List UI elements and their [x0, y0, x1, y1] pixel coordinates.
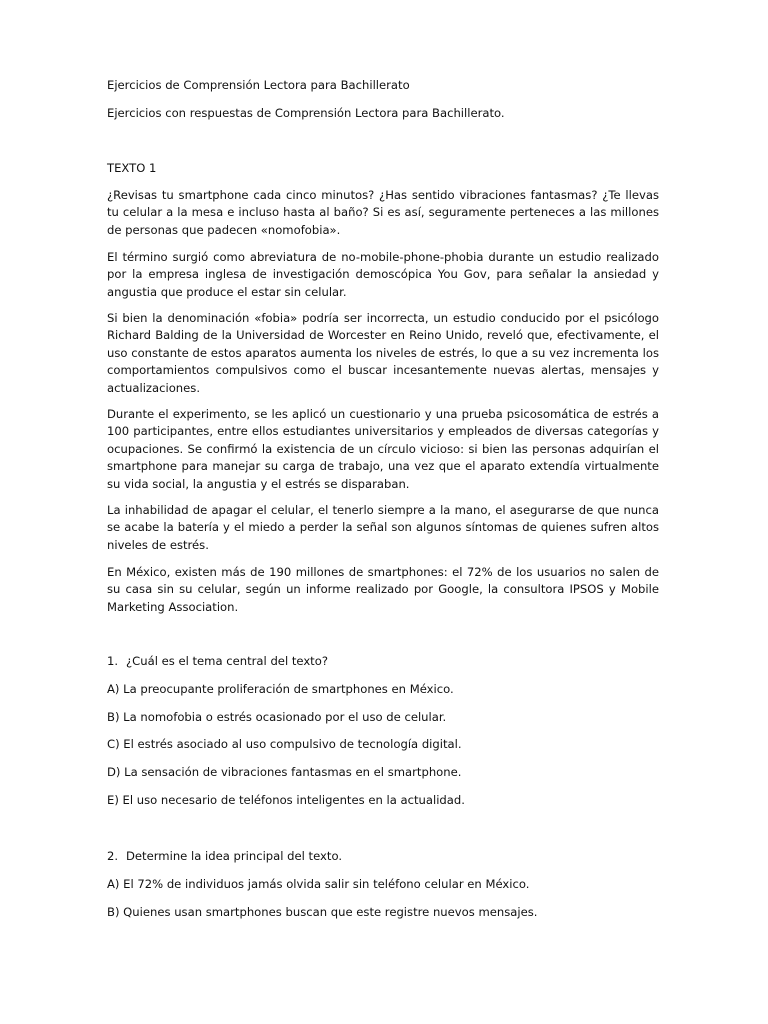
question-1-option-a: A) La preocupante proliferación de smartphones en México.	[107, 682, 454, 696]
question-2-number: 2.	[107, 849, 119, 863]
paragraph-3: Si bien la denominación «fobia» podría ser incorrecta, un estudio conducido por el psicólogo Richard Balding de la Universidad de Worcester en Reino Unido, reveló que, efectivamente, el uso constante de estos aparatos aumenta los niveles de estrés, lo que a su vez incrementa los comportamientos compulsivos como el buscar incesantemente nuevas alertas, mensajes y actualizaciones.	[107, 311, 659, 395]
paragraph-5: La inhabilidad de apagar el celular, el tenerlo siempre a la mano, el asegurarse de que nunca se acabe la batería y el miedo a perder la señal son algunos síntomas de quienes sufren altos niveles de estrés.	[107, 503, 659, 552]
question-2-prompt: Determine la idea principal del texto.	[126, 849, 343, 863]
question-2-option-b: B) Quienes usan smartphones buscan que este registre nuevos mensajes.	[107, 905, 538, 919]
question-1-prompt: ¿Cuál es el tema central del texto?	[126, 654, 328, 668]
question-1-option-d: D) La sensación de vibraciones fantasmas en el smartphone.	[107, 765, 462, 779]
document-title: Ejercicios de Comprensión Lectora para Bachillerato	[107, 78, 410, 92]
question-2-title	[107, 848, 342, 865]
question-2-option-a: A) El 72% de individuos jamás olvida salir sin teléfono celular en México.	[107, 877, 530, 891]
document-subtitle: Ejercicios con respuestas de Comprensión Lectora para Bachillerato.	[107, 106, 505, 120]
section-heading: TEXTO 1	[107, 161, 157, 175]
question-1-number: 1.	[107, 654, 119, 668]
paragraph-2: El término surgió como abreviatura de no-mobile-phone-phobia durante un estudio realizado por la empresa inglesa de investigación demoscópica You Gov, para señalar la ansiedad y angustia que produce el estar sin celular.	[107, 250, 659, 299]
paragraph-4: Durante el experimento, se les aplicó un cuestionario y una prueba psicosomática de estrés a 100 participantes, entre ellos estudiantes universitarios y empleados de diversas categorías y ocupaciones. Se confirmó la existencia de un círculo vicioso: si bien las personas adquirían el smartphone para manejar su carga de trabajo, una vez que el aparato extendía virtualmente su vida social, la angustia y el estrés se disparaban.	[107, 407, 659, 491]
paragraph-6: En México, existen más de 190 millones de smartphones: el 72% de los usuarios no salen de su casa sin su celular, según un informe realizado por Google, la consultora IPSOS y Mobile Marketing Association.	[107, 565, 659, 614]
question-1-option-e: E) El uso necesario de teléfonos inteligentes en la actualidad.	[107, 793, 465, 807]
question-1-option-b: B) La nomofobia o estrés ocasionado por el uso de celular.	[107, 710, 447, 724]
question-1-option-c: C) El estrés asociado al uso compulsivo de tecnología digital.	[107, 737, 462, 751]
paragraph-1: ¿Revisas tu smartphone cada cinco minutos? ¿Has sentido vibraciones fantasmas? ¿Te llevas tu celular a la mesa e incluso hasta al baño? Si es así, seguramente perteneces a las millones de personas que padecen «nomofobia».	[107, 188, 659, 237]
question-1-title	[107, 653, 328, 670]
